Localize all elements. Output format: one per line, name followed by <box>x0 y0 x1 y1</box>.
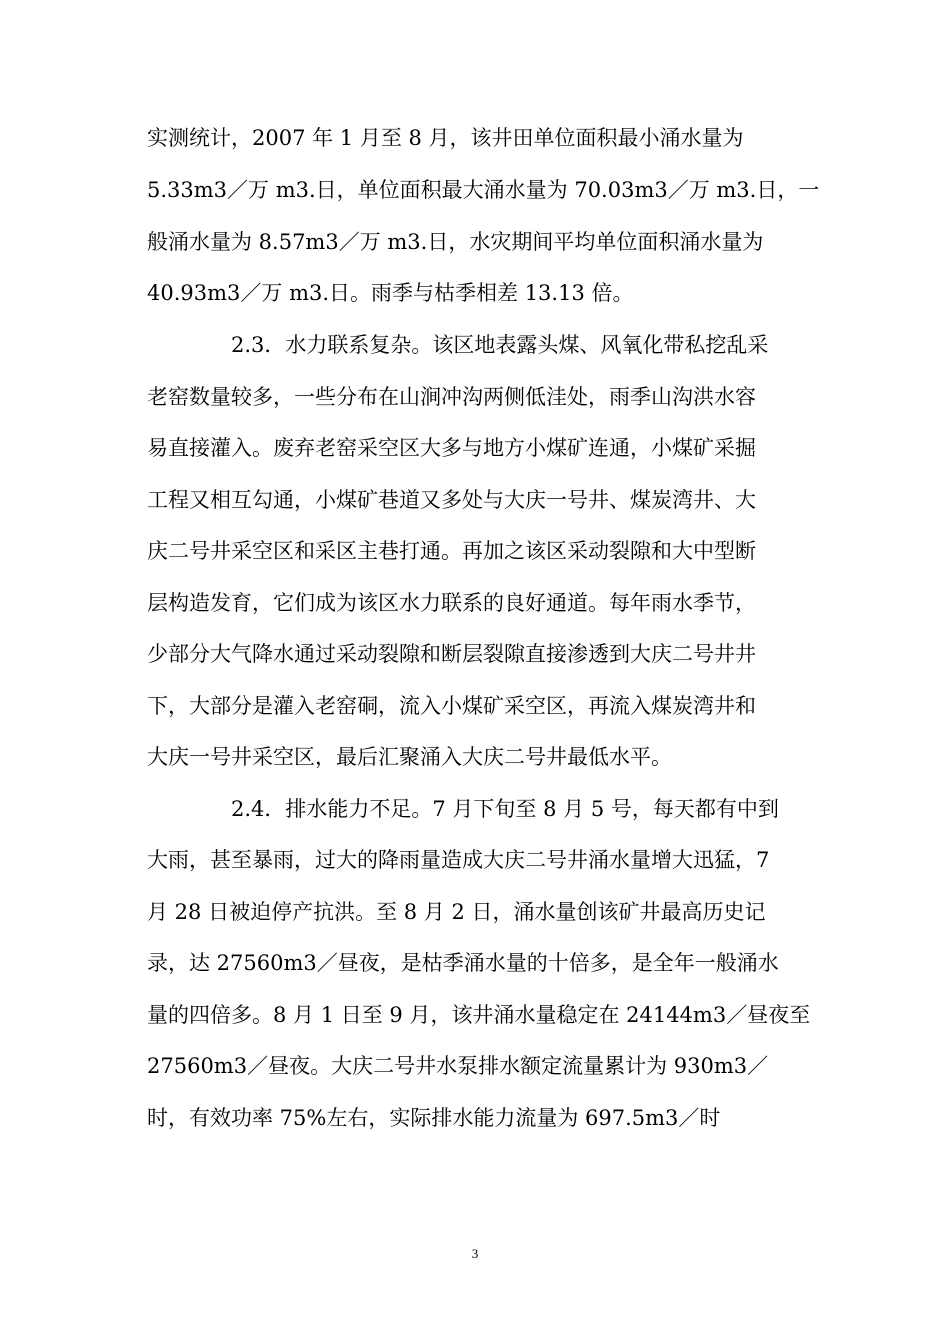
text-line: 量的四倍多。8 月 1 日至 9 月，该井涌水量稳定在 24144m3／昼夜至 <box>147 1003 811 1027</box>
text-line: 时，有效功率 75%左右，实际排水能力流量为 697.5m3／时 <box>147 1106 721 1130</box>
text-line: 实测统计，2007 年 1 月至 8 月，该井田单位面积最小涌水量为 <box>147 126 744 150</box>
text-line: 工程又相互勾通，小煤矿巷道又多处与大庆一号井、煤炭湾井、大 <box>147 488 756 512</box>
text-line: 大雨，甚至暴雨，过大的降雨量造成大庆二号井涌水量增大迅猛，7 <box>147 848 770 872</box>
text-line: 5.33m3／万 m3.日，单位面积最大涌水量为 70.03m3／万 m3.日，一 <box>147 178 820 202</box>
text-line: 老窑数量较多，一些分布在山涧冲沟两侧低洼处，雨季山沟洪水容 <box>147 385 756 409</box>
text-line: 少部分大气降水通过采动裂隙和断层裂隙直接渗透到大庆二号井井 <box>147 642 756 666</box>
text-line: 庆二号井采空区和采区主巷打通。再加之该区采动裂隙和大中型断 <box>147 539 756 563</box>
text-line: 下，大部分是灌入老窑硐，流入小煤矿采空区，再流入煤炭湾井和 <box>147 694 756 718</box>
text-line: 般涌水量为 8.57m3／万 m3.日，水灾期间平均单位面积涌水量为 <box>147 230 764 254</box>
text-line: 易直接灌入。废弃老窑采空区大多与地方小煤矿连通，小煤矿采掘 <box>147 436 756 460</box>
paragraph-heading-2-4: 2.4．排水能力不足。7 月下旬至 8 月 5 号，每天都有中到 <box>147 797 779 821</box>
page-number: 3 <box>471 1246 479 1261</box>
text-line: 40.93m3／万 m3.日。雨季与枯季相差 13.13 倍。 <box>147 281 634 305</box>
text-line: 录，达 27560m3／昼夜，是枯季涌水量的十倍多，是全年一般涌水 <box>147 951 779 975</box>
text-line: 月 28 日被迫停产抗洪。至 8 月 2 日，涌水量创该矿井最高历史记 <box>147 900 766 924</box>
paragraph-heading-2-3: 2.3．水力联系复杂。该区地表露头煤、风氧化带私挖乱采 <box>147 333 769 357</box>
text-line: 27560m3／昼夜。大庆二号井水泵排水额定流量累计为 930m3／ <box>147 1054 769 1078</box>
text-line: 大庆一号井采空区，最后汇聚涌入大庆二号井最低水平。 <box>147 745 672 769</box>
text-line: 层构造发育，它们成为该区水力联系的良好通道。每年雨水季节， <box>147 591 756 615</box>
